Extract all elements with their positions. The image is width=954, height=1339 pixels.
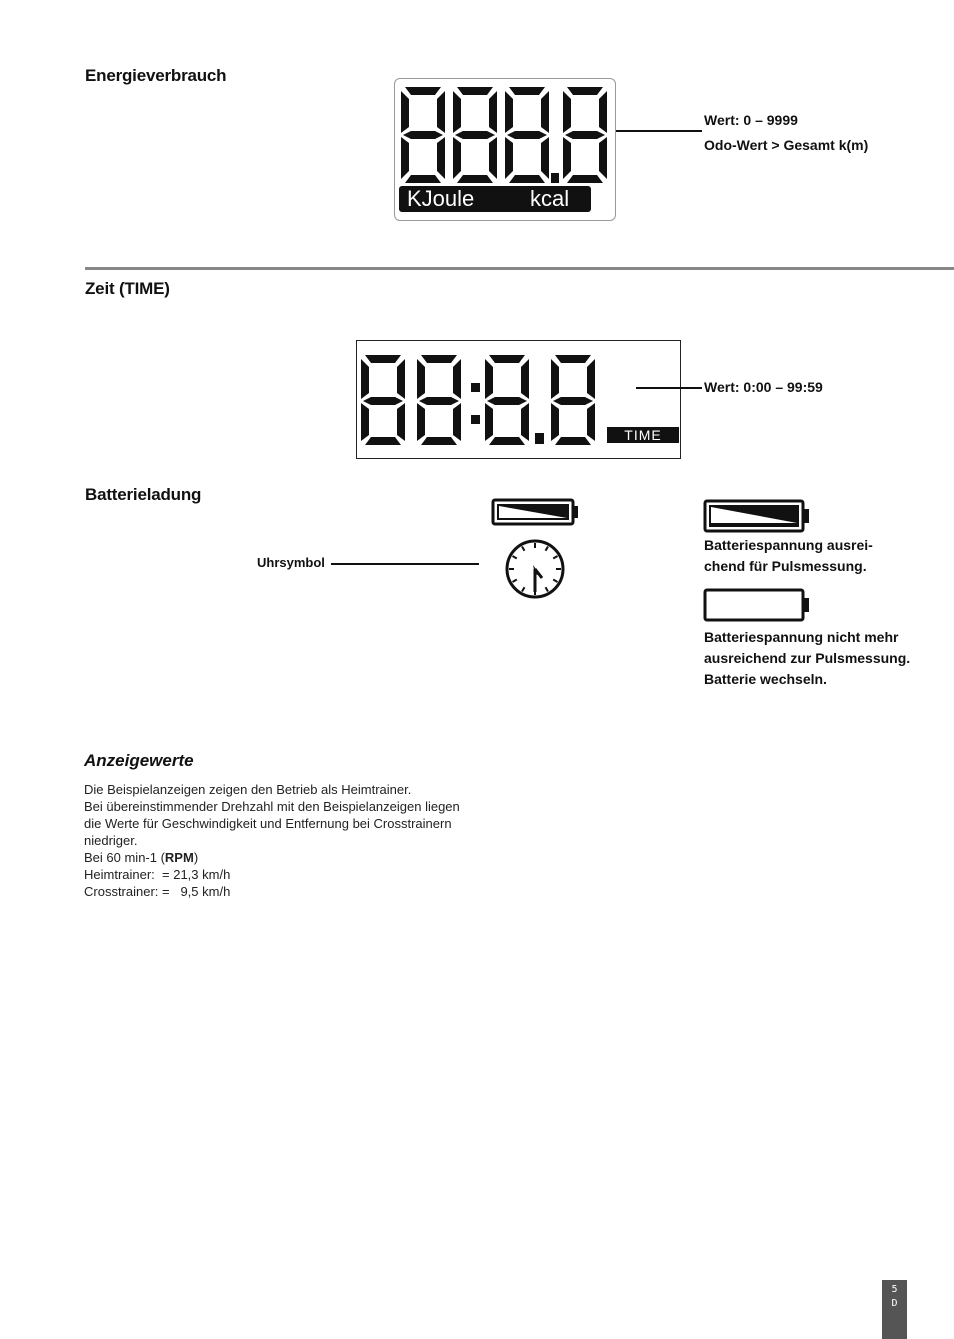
page-tab xyxy=(882,1280,907,1339)
battery-empty-text-3: Batterie wechseln. xyxy=(704,671,827,687)
rpm-prefix: Bei 60 min-1 ( xyxy=(84,850,165,865)
display-values-line-1: Die Beispielanzeigen zeigen den Betrieb als Heimtrainer. xyxy=(84,782,412,797)
page-language: D xyxy=(891,1298,898,1309)
battery-empty-text-2: ausreichend zur Pulsmessung. xyxy=(704,650,911,666)
time-callout-range: Wert: 0:00 – 99:59 xyxy=(704,379,823,395)
energy-callout-odo: Odo-Wert > Gesamt k(m) xyxy=(704,137,869,153)
battery-full-text-1: Batteriespannung ausrei- xyxy=(704,537,873,553)
battery-heading: Batterieladung xyxy=(85,485,202,504)
display-values-line-5 xyxy=(84,849,544,866)
time-badge-label: TIME xyxy=(624,427,662,443)
energy-unit-kjoule: KJoule xyxy=(407,186,475,211)
energy-callout-line xyxy=(616,130,702,132)
rpm-label: RPM xyxy=(164,850,194,865)
page-number: 5 xyxy=(891,1284,898,1295)
rpm-suffix: ) xyxy=(193,850,199,865)
time-heading: Zeit (TIME) xyxy=(85,279,170,298)
display-values-line-6: Heimtrainer: = 21,3 km/h xyxy=(84,867,231,882)
battery-full-icon xyxy=(703,499,811,535)
display-values-line-2: Bei übereinstimmender Drehzahl mit den Beispielanzeigen liegen xyxy=(84,799,460,814)
clock-callout-line xyxy=(331,563,479,565)
energy-heading: Energieverbrauch xyxy=(85,66,227,85)
time-lcd-display xyxy=(356,340,681,459)
energy-callout-range: Wert: 0 – 9999 xyxy=(704,112,798,128)
display-values-line-4: niedriger. xyxy=(84,833,138,848)
time-callout-line xyxy=(636,387,702,389)
display-values-body xyxy=(84,781,544,900)
battery-empty-icon xyxy=(703,588,811,624)
energy-unit-kcal: kcal xyxy=(530,186,570,211)
battery-full-text-2: chend für Pulsmessung. xyxy=(704,558,867,574)
energy-lcd-display xyxy=(394,78,616,221)
display-values-heading: Anzeigewerte xyxy=(84,751,194,770)
battery-empty-text-1: Batteriespannung nicht mehr xyxy=(704,629,899,645)
section-divider xyxy=(85,267,954,270)
display-values-line-3: die Werte für Geschwindigkeit und Entfernung bei Crosstrainern xyxy=(84,816,452,831)
display-values-line-7: Crosstrainer: = 9,5 km/h xyxy=(84,884,231,899)
battery-full-small-icon xyxy=(491,498,581,528)
clock-symbol-label: Uhrsymbol xyxy=(257,555,325,570)
clock-icon xyxy=(504,538,566,600)
